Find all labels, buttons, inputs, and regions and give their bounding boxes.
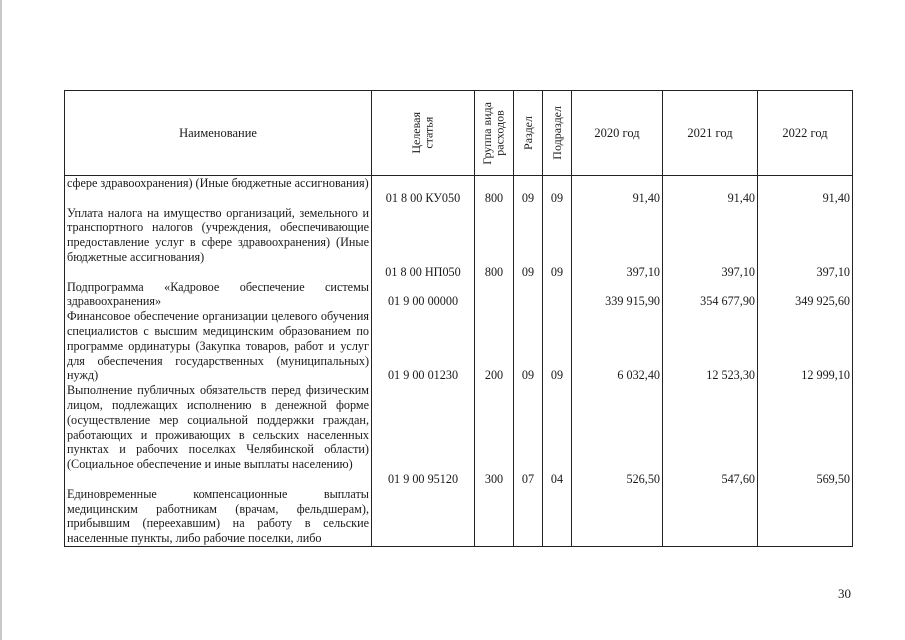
subsection-value: 04 xyxy=(550,471,564,486)
amount-2022: 91,40 xyxy=(822,190,850,205)
name-item: Уплата налога на имущество организаций, земельного и транспортного налогов (учреждения, обеспечивающие предоставление услуг в сфере здравоохранения) (Иные бюджетные ассигнования) xyxy=(67,205,369,264)
target-article-value: 01 9 00 00000 xyxy=(387,294,459,309)
page-left-edge xyxy=(0,0,2,640)
amount-2021: 91,40 xyxy=(727,190,755,205)
budget-table xyxy=(64,90,853,547)
subsection-value xyxy=(543,294,571,309)
year-2022-column xyxy=(758,176,853,547)
amount-2020: 526,50 xyxy=(626,471,660,486)
expense-group-value: 800 xyxy=(484,190,504,205)
expense-group-value: 800 xyxy=(484,264,504,279)
header-subsection xyxy=(543,91,572,176)
name-item: Финансовое обеспечение организации целевого обучения специалистов с высшим медицинским образованием по программе ординатуры (Закупка товаров, работ и услуг для обеспечения государственных (муниципальных) нужд) xyxy=(67,309,369,383)
amount-2020: 6 032,40 xyxy=(617,368,660,383)
header-section-label: Раздел xyxy=(520,116,535,150)
section-value xyxy=(514,294,542,309)
year-2021-column xyxy=(663,176,758,547)
header-2021: 2021 год xyxy=(663,91,758,176)
amount-2022: 569,50 xyxy=(816,471,850,486)
header-2020: 2020 год xyxy=(572,91,663,176)
header-section xyxy=(514,91,543,176)
target-article-value: 01 8 00 НП050 xyxy=(385,264,461,279)
section-value: 09 xyxy=(521,264,535,279)
table-body-row xyxy=(65,176,853,547)
header-row xyxy=(65,91,853,176)
section-value: 09 xyxy=(521,190,535,205)
page-number: 30 xyxy=(838,586,851,601)
header-target-article xyxy=(372,91,475,176)
amount-2021: 12 523,30 xyxy=(706,368,755,383)
header-name: Наименование xyxy=(65,91,372,176)
subsection-value: 09 xyxy=(550,264,564,279)
amount-2020: 339 915,90 xyxy=(605,294,660,309)
header-target-article-label: Целевая статья xyxy=(409,112,436,154)
subsection-value: 09 xyxy=(550,190,564,205)
name-item: Единовременные компенсационные выплаты медицинским работникам (врачам, фельдшерам), прибывшим (переехавшим) на работу в сельские населенные пункты, либо рабочие поселки, либо xyxy=(67,486,369,546)
amount-2022: 397,10 xyxy=(816,264,850,279)
name-item: Выполнение публичных обязательств перед физическим лицом, подлежащих исполнению в денежной форме (осуществление мер социальной поддержки граждан, работающих и проживающих в сельских населенных пунктах и рабочих поселках Челябинской области) (Социальное обеспечение и иные выплаты населению) xyxy=(67,383,369,472)
header-2022: 2022 год xyxy=(758,91,853,176)
target-article-value: 01 9 00 01230 xyxy=(387,368,459,383)
header-expense-group xyxy=(475,91,514,176)
section-column xyxy=(514,176,543,547)
amount-2021: 547,60 xyxy=(721,471,755,486)
amount-2022: 349 925,60 xyxy=(795,294,850,309)
year-2020-column xyxy=(572,176,663,547)
target-article-value: 01 9 00 95120 xyxy=(387,471,459,486)
amount-2020: 397,10 xyxy=(626,264,660,279)
section-value: 09 xyxy=(521,368,535,383)
target-article-column xyxy=(372,176,475,547)
name-column xyxy=(65,176,372,547)
name-item: сфере здравоохранения) (Иные бюджетные ассигнования) xyxy=(67,176,369,190)
amount-2021: 354 677,90 xyxy=(700,294,755,309)
expense-group-value: 200 xyxy=(484,368,504,383)
name-item: Подпрограмма «Кадровое обеспечение системы здравоохранения» xyxy=(67,279,369,309)
amount-2020: 91,40 xyxy=(632,190,660,205)
amount-2021: 397,10 xyxy=(721,264,755,279)
subsection-column xyxy=(543,176,572,547)
expense-group-value: 300 xyxy=(484,471,504,486)
header-subsection-label: Подраздел xyxy=(549,106,564,160)
header-expense-group-label: Группа вида расходов xyxy=(480,101,507,165)
expense-group-column xyxy=(475,176,514,547)
target-article-value: 01 8 00 КУ050 xyxy=(385,190,461,205)
subsection-value: 09 xyxy=(550,368,564,383)
section-value: 07 xyxy=(521,471,535,486)
expense-group-value xyxy=(475,294,513,309)
amount-2022: 12 999,10 xyxy=(801,368,850,383)
